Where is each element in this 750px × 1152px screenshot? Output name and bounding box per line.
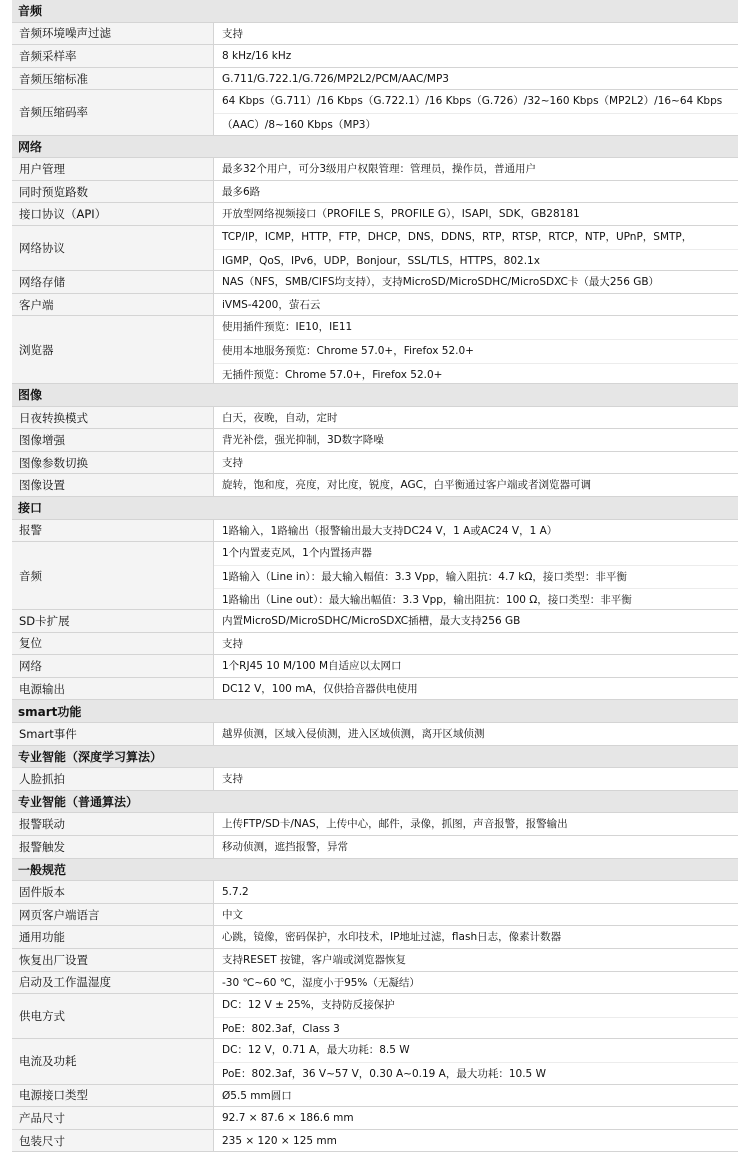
spec-value-line: 心跳，镜像，密码保护，水印技术，IP地址过滤，flash日志，像素计数器 bbox=[222, 931, 562, 944]
spec-value-line: -30 ℃~60 ℃，湿度小于95%（无凝结） bbox=[222, 976, 420, 989]
spec-value-line: 1路输出（Line out）：最大输出幅值：3.3 Vpp，输出阻抗：100 Ω，接口类型：非平衡 bbox=[214, 588, 738, 612]
spec-value bbox=[214, 542, 738, 609]
spec-row bbox=[12, 429, 738, 452]
spec-value bbox=[214, 474, 738, 496]
spec-label: 图像参数切换 bbox=[12, 452, 214, 474]
spec-value-line: 1路输入（Line in）：最大输入幅值：3.3 Vpp，输入阻抗：4.7 kΩ，接口类型：非平衡 bbox=[214, 565, 738, 589]
spec-value-line: 背光补偿，强光抑制，3D数字降噪 bbox=[222, 434, 384, 447]
spec-label: 包装尺寸 bbox=[12, 1130, 214, 1152]
spec-value bbox=[214, 1085, 738, 1107]
spec-label: 浏览器 bbox=[12, 316, 214, 383]
spec-label: Smart事件 bbox=[12, 723, 214, 745]
spec-value-line: 最多32个用户，可分3级用户权限管理：管理员，操作员，普通用户 bbox=[222, 163, 537, 176]
spec-value-line: 支持 bbox=[222, 773, 243, 786]
spec-label: 接口协议（API） bbox=[12, 203, 214, 225]
spec-value-line: 1个RJ45 10 M/100 M自适应以太网口 bbox=[222, 660, 402, 673]
spec-value bbox=[214, 610, 738, 632]
spec-row bbox=[12, 520, 738, 543]
spec-label: 网络协议 bbox=[12, 226, 214, 270]
spec-row bbox=[12, 723, 738, 746]
spec-value-line: DC12 V，100 mA，仅供拾音器供电使用 bbox=[222, 682, 418, 695]
spec-label: 通用功能 bbox=[12, 926, 214, 948]
spec-label: 网络 bbox=[12, 655, 214, 677]
spec-label: 日夜转换模式 bbox=[12, 407, 214, 429]
spec-value-line: 使用本地服务预览：Chrome 57.0+，Firefox 52.0+ bbox=[214, 339, 738, 363]
spec-row bbox=[12, 158, 738, 181]
spec-value-line: 越界侦测，区域入侵侦测，进入区域侦测，离开区域侦测 bbox=[222, 728, 485, 741]
spec-value bbox=[214, 1039, 738, 1083]
spec-value-line: PoE：802.3af，36 V~57 V，0.30 A~0.19 A，最大功耗：10.5 W bbox=[214, 1062, 738, 1086]
spec-value-line: 5.7.2 bbox=[222, 886, 249, 899]
spec-label: 电源输出 bbox=[12, 678, 214, 700]
spec-value-line: 64 Kbps（G.711）/16 Kbps（G.722.1）/16 Kbps（G.726）/32~160 Kbps（MP2L2）/16~64 Kbps bbox=[222, 95, 723, 108]
spec-value bbox=[214, 881, 738, 903]
spec-value-line: 235 × 120 × 125 mm bbox=[222, 1134, 337, 1147]
spec-value bbox=[214, 1107, 738, 1129]
spec-value bbox=[214, 723, 738, 745]
spec-row bbox=[12, 881, 738, 904]
spec-value-line: 移动侦测，遮挡报警，异常 bbox=[222, 841, 348, 853]
section-title: smart功能 bbox=[18, 704, 82, 719]
spec-value-line: 内置MicroSD/MicroSDHC/MicroSDXC插槽，最大支持256 GB bbox=[222, 615, 521, 628]
spec-label: 同时预览路数 bbox=[12, 181, 214, 203]
spec-value bbox=[214, 68, 738, 90]
section-title: 专业智能（深度学习算法） bbox=[18, 749, 163, 764]
spec-value bbox=[214, 452, 738, 474]
spec-label: 供电方式 bbox=[12, 994, 214, 1038]
spec-label: 图像设置 bbox=[12, 474, 214, 496]
spec-label: 音频环境噪声过滤 bbox=[12, 23, 214, 45]
spec-row bbox=[12, 678, 738, 701]
section-header bbox=[12, 497, 738, 520]
spec-value-line: DC：12 V ± 25%，支持防反接保护 bbox=[222, 999, 395, 1012]
spec-value-line: 开放型网络视频接口（PROFILE S，PROFILE G），ISAPI，SDK，GB28181 bbox=[222, 208, 580, 221]
spec-label: 固件版本 bbox=[12, 881, 214, 903]
section-header bbox=[12, 700, 738, 723]
spec-row bbox=[12, 45, 738, 68]
spec-value-line: 无插件预览：Chrome 57.0+，Firefox 52.0+ bbox=[214, 363, 738, 387]
spec-value-line: DC：12 V，0.71 A，最大功耗：8.5 W bbox=[222, 1044, 410, 1057]
spec-label: 音频压缩标准 bbox=[12, 68, 214, 90]
spec-label: 客户端 bbox=[12, 294, 214, 316]
spec-label: 网页客户端语言 bbox=[12, 904, 214, 926]
section-header bbox=[12, 384, 738, 407]
spec-row bbox=[12, 294, 738, 317]
spec-value bbox=[214, 90, 738, 134]
spec-label: 用户管理 bbox=[12, 158, 214, 180]
spec-value-line: 使用插件预览：IE10，IE11 bbox=[222, 321, 353, 334]
spec-row bbox=[12, 68, 738, 91]
spec-value-line: 8 kHz/16 kHz bbox=[222, 50, 292, 63]
section-header bbox=[12, 746, 738, 769]
spec-value bbox=[214, 655, 738, 677]
spec-value bbox=[214, 768, 738, 790]
spec-value-line: 旋转，饱和度，亮度，对比度，锐度，AGC，白平衡通过客户端或者浏览器可调 bbox=[222, 479, 591, 492]
spec-row bbox=[12, 1107, 738, 1130]
spec-value bbox=[214, 972, 738, 994]
spec-row bbox=[12, 452, 738, 475]
spec-row bbox=[12, 949, 738, 972]
spec-label: 图像增强 bbox=[12, 429, 214, 451]
spec-value-line: 最多6路 bbox=[222, 185, 261, 198]
spec-row bbox=[12, 972, 738, 995]
spec-value-line: 支持 bbox=[222, 27, 243, 40]
spec-label: 复位 bbox=[12, 633, 214, 655]
spec-row bbox=[12, 633, 738, 656]
section-header bbox=[12, 0, 738, 23]
spec-value bbox=[214, 407, 738, 429]
spec-value bbox=[214, 836, 738, 858]
spec-row bbox=[12, 181, 738, 204]
spec-label: 报警联动 bbox=[12, 813, 214, 835]
spec-row bbox=[12, 316, 738, 384]
spec-value-line: 支持 bbox=[222, 456, 243, 469]
spec-value bbox=[214, 23, 738, 45]
spec-label: 启动及工作温湿度 bbox=[12, 972, 214, 994]
spec-table bbox=[12, 0, 738, 1152]
section-title: 专业智能（普通算法） bbox=[18, 795, 139, 810]
spec-value-line: IGMP，QoS，IPv6，UDP，Bonjour，SSL/TLS，HTTPS，802.1x bbox=[214, 249, 738, 273]
spec-value bbox=[214, 429, 738, 451]
spec-row bbox=[12, 926, 738, 949]
spec-label: 产品尺寸 bbox=[12, 1107, 214, 1129]
section-title: 网络 bbox=[18, 139, 43, 154]
spec-row bbox=[12, 904, 738, 927]
spec-label: 报警触发 bbox=[12, 836, 214, 858]
spec-value-line: NAS（NFS，SMB/CIFS均支持），支持MicroSD/MicroSDHC/MicroSDXC卡（最大256 GB） bbox=[222, 276, 660, 289]
spec-label: 报警 bbox=[12, 520, 214, 542]
spec-value bbox=[214, 926, 738, 948]
spec-value bbox=[214, 904, 738, 926]
spec-row bbox=[12, 813, 738, 836]
spec-value-line: 上传FTP/SD卡/NAS，上传中心，邮件，录像，抓图，声音报警，报警输出 bbox=[222, 818, 568, 831]
section-header bbox=[12, 136, 738, 159]
spec-value-line: iVMS-4200，萤石云 bbox=[222, 298, 321, 311]
spec-value-line: 中文 bbox=[222, 908, 243, 921]
spec-row bbox=[12, 203, 738, 226]
spec-value bbox=[214, 994, 738, 1038]
spec-row bbox=[12, 994, 738, 1039]
spec-value bbox=[214, 1130, 738, 1152]
spec-value bbox=[214, 316, 738, 383]
spec-value-line: 支持RESET 按键，客户端或浏览器恢复 bbox=[222, 953, 406, 966]
spec-row bbox=[12, 271, 738, 294]
spec-value bbox=[214, 949, 738, 971]
spec-row bbox=[12, 836, 738, 859]
spec-value bbox=[214, 271, 738, 293]
section-title: 图像 bbox=[18, 388, 43, 403]
spec-label: 音频采样率 bbox=[12, 45, 214, 67]
section-header bbox=[12, 859, 738, 882]
spec-row bbox=[12, 542, 738, 610]
spec-row bbox=[12, 768, 738, 791]
section-title: 接口 bbox=[18, 501, 43, 516]
spec-row bbox=[12, 1039, 738, 1084]
spec-row bbox=[12, 23, 738, 46]
spec-value bbox=[214, 181, 738, 203]
spec-value-line: 1个内置麦克风，1个内置扬声器 bbox=[222, 547, 372, 560]
spec-row bbox=[12, 610, 738, 633]
spec-label: 音频 bbox=[12, 542, 214, 609]
spec-label: 人脸抓拍 bbox=[12, 768, 214, 790]
spec-label: SD卡扩展 bbox=[12, 610, 214, 632]
spec-value-line: G.711/G.722.1/G.726/MP2L2/PCM/AAC/MP3 bbox=[222, 72, 449, 85]
spec-value-line: 1路输入，1路输出（报警输出最大支持DC24 V，1 A或AC24 V，1 A） bbox=[222, 524, 558, 537]
spec-label: 恢复出厂设置 bbox=[12, 949, 214, 971]
spec-value bbox=[214, 633, 738, 655]
spec-value-line: Ø5.5 mm圆口 bbox=[222, 1089, 292, 1102]
spec-label: 电流及功耗 bbox=[12, 1039, 214, 1083]
spec-value bbox=[214, 226, 738, 270]
spec-row bbox=[12, 655, 738, 678]
spec-value-line: PoE：802.3af，Class 3 bbox=[214, 1017, 738, 1041]
section-title: 一般规范 bbox=[18, 862, 67, 877]
spec-value bbox=[214, 203, 738, 225]
spec-value bbox=[214, 294, 738, 316]
spec-label: 网络存储 bbox=[12, 271, 214, 293]
spec-value bbox=[214, 520, 738, 542]
spec-row bbox=[12, 474, 738, 497]
spec-value-line: 白天，夜晚，自动，定时 bbox=[222, 411, 338, 424]
spec-value bbox=[214, 45, 738, 67]
section-header bbox=[12, 791, 738, 814]
spec-value-line: TCP/IP，ICMP，HTTP，FTP，DHCP，DNS，DDNS，RTP，RTSP，RTCP，NTP，UPnP，SMTP， bbox=[222, 230, 693, 243]
spec-value bbox=[214, 678, 738, 700]
spec-row bbox=[12, 226, 738, 271]
spec-value bbox=[214, 158, 738, 180]
spec-value-line: 支持 bbox=[222, 637, 243, 650]
spec-row bbox=[12, 1085, 738, 1108]
spec-row bbox=[12, 1130, 738, 1152]
spec-label: 音频压缩码率 bbox=[12, 90, 214, 134]
spec-value bbox=[214, 813, 738, 835]
spec-row bbox=[12, 90, 738, 135]
spec-label: 电源接口类型 bbox=[12, 1085, 214, 1107]
spec-value-line: 92.7 × 87.6 × 186.6 mm bbox=[222, 1112, 354, 1125]
section-title: 音频 bbox=[18, 4, 43, 19]
spec-row bbox=[12, 407, 738, 430]
spec-value-line: （AAC）/8~160 Kbps（MP3） bbox=[214, 113, 738, 137]
